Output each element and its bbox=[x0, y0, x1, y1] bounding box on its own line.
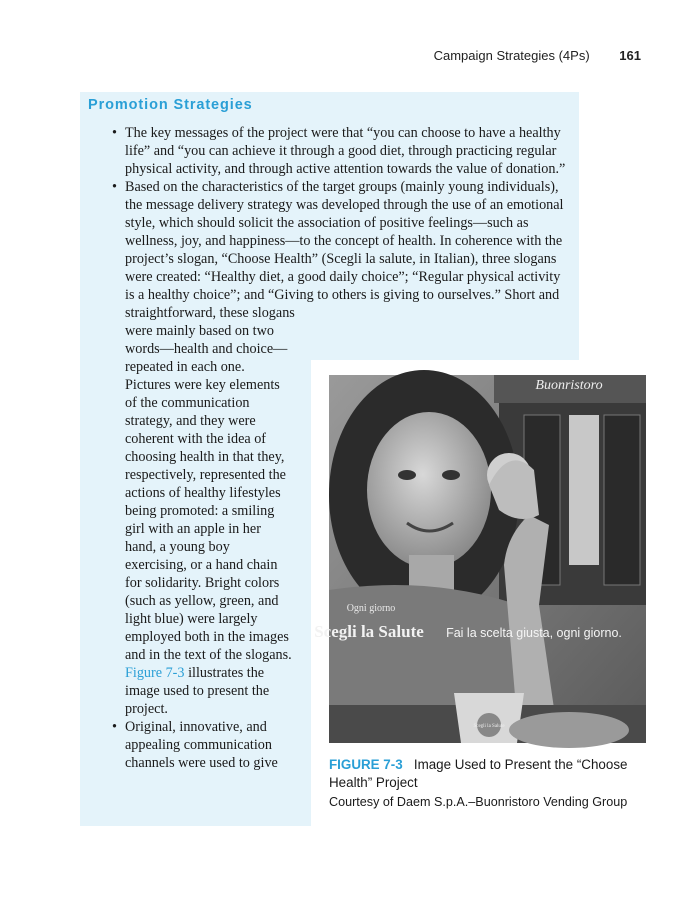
cup-logo-text: Scegli la Salute bbox=[473, 724, 505, 729]
vending-window bbox=[569, 415, 599, 565]
bullet-text: Based on the characteristics of the target groups (mainly young individuals), the message delivery strategy was developed through the use of an emotional style, which should solicit the association of positive feelings—such as wellness, joy, and happiness—to the concept of health. In coherence with the project’s slogan, “Choose Health” (Scegli la salute, in Italian), three slogans were created: “Healthy diet, a good daily choice”; “Regular physical activity is a healthy choice”; and “Giving to others is giving to ourselves.” Short and straightforward, these slogans bbox=[125, 179, 564, 321]
vending-door bbox=[604, 415, 640, 585]
photo-illustration bbox=[314, 375, 646, 743]
bullet-text: were mainly based on two words—health and choice—repeated in each one. Pictures were key elements of the communication strategy, and they were coherent with the idea of choosing health in that they, respectively, represented the actions of healthy lifestyles being promoted: a smiling girl with an apple in her hand, a young boy exercising, or a hand chain for solidarity. Bright colors (such as yellow, green, and light blue) were largely employed both in the images and in the text of the slogans. bbox=[125, 323, 292, 663]
running-head-title: Campaign Strategies (4Ps) bbox=[433, 48, 590, 63]
bullet-text: The key messages of the project were that “you can choose to have a healthy life” and “you can achieve it through a good diet, through practicing regular physical activity, and through active attention towards the value of donation.” bbox=[125, 125, 566, 177]
box-heading: Promotion Strategies bbox=[88, 97, 253, 113]
vending-sign-text: Buonristoro bbox=[535, 378, 603, 393]
bullet-item bbox=[108, 718, 293, 772]
figure-caption bbox=[329, 756, 647, 792]
bullet-text: Original, innovative, and appealing communication channels were used to give bbox=[125, 719, 278, 771]
bullet-text-narrow-column bbox=[125, 322, 293, 718]
eye-shape bbox=[442, 470, 460, 480]
logo-main-text: Scegli la Salute bbox=[314, 622, 424, 641]
figure-label: FIGURE 7-3 bbox=[329, 757, 403, 772]
figure-credit: Courtesy of Daem S.p.A.–Buonristoro Vending Group bbox=[329, 795, 628, 809]
page-number: 161 bbox=[619, 48, 641, 63]
figure-reference-link[interactable]: Figure 7-3 bbox=[125, 665, 185, 681]
running-head bbox=[434, 48, 641, 63]
bullet-item bbox=[108, 124, 568, 178]
figure-photo bbox=[314, 375, 646, 743]
pastry-shape bbox=[509, 712, 629, 748]
logo-top-text: Ogni giorno bbox=[346, 603, 396, 614]
figure-caption-text: Image Used to Present the “Choose Health” Project bbox=[329, 757, 628, 790]
face-shape bbox=[367, 412, 491, 568]
photo-slogan: Fai la scelta giusta, ogni giorno. bbox=[446, 626, 622, 640]
eye-shape bbox=[398, 470, 416, 480]
bullet-text: illustrates the image used to present the project. bbox=[125, 665, 270, 717]
